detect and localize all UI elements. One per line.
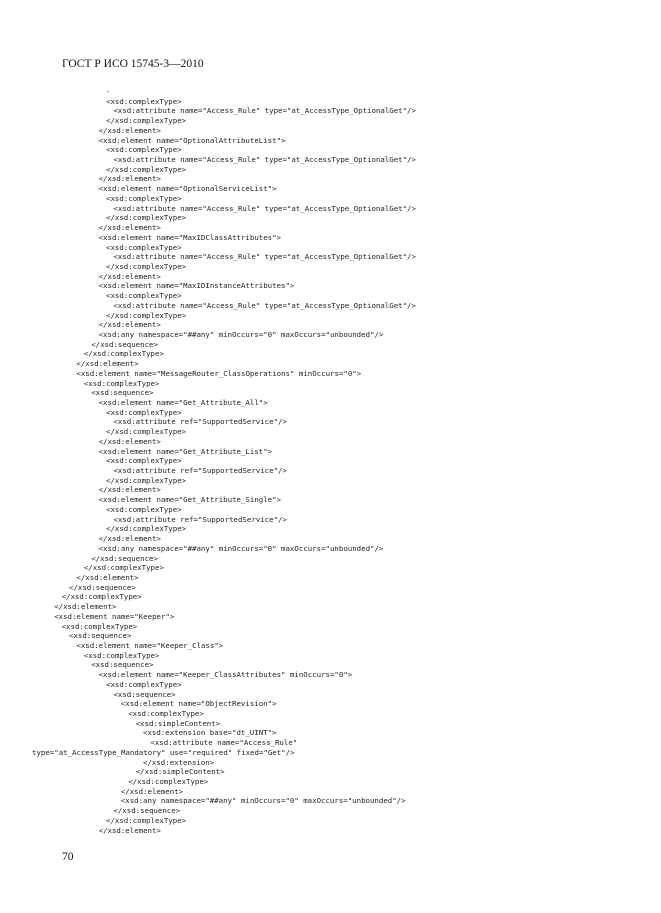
code-line: <xsd:element name="Keeper_ClassAttributes" minOccurs="0"> (98, 670, 353, 680)
code-line: <xsd:element name="MessageRouter_ClassOperations" minOccurs="0"> (76, 368, 362, 378)
code-line: <xsd:complexType> (106, 456, 182, 466)
code-line: </xsd:element> (98, 436, 161, 446)
code-line: <xsd:complexType> (83, 650, 160, 660)
code-line: <xsd:element name="Get_Attribute_Single"> (98, 495, 282, 505)
code-line: </xsd:sequence> (91, 339, 158, 349)
code-line: </xsd:sequence> (69, 582, 136, 592)
code-line: <xsd:attribute name="Access_Rule" type="at_AccessType_OptionalGet"/> (113, 106, 416, 116)
code-line: <xsd:attribute name="Access_Rule" type="at_AccessType_OptionalGet"/> (113, 252, 416, 262)
code-line: </xsd:element> (98, 825, 161, 835)
code-line: <xsd:attribute ref="SupportedService"/> (113, 514, 287, 524)
code-line: </xsd:element> (98, 485, 161, 495)
code-line: <xsd:any namespace="##any" minOccurs="0" maxOccurs="unbounded"/> (98, 329, 384, 339)
code-line: <xsd:element name="MaxIDClassAttributes"> (98, 232, 282, 242)
code-line: <xsd:element name="Get_Attribute_List"> (98, 446, 273, 456)
code-line: <xsd:complexType> (106, 679, 182, 689)
code-line: <xsd:complexType> (106, 96, 182, 106)
code-line: <xsd:element name="Get_Attribute_All"> (98, 398, 268, 407)
code-line: </xsd:complexType> (106, 427, 187, 437)
code-line: </xsd:complexType> (128, 777, 209, 787)
code-line: <xsd:attribute name="Access_Rule" (150, 738, 298, 748)
code-line: <xsd:complexType> (106, 407, 182, 417)
code-line: - (106, 87, 111, 96)
code-line: <xsd:complexType> (106, 242, 182, 252)
code-line: <xsd:element name="Keeper"> (54, 611, 175, 621)
code-line: </xsd:element> (120, 786, 184, 796)
code-line: </xsd:complexType> (106, 475, 187, 485)
code-line: <xsd:any namespace="##any" minOccurs="0" maxOccurs="unbounded"/> (120, 796, 406, 806)
code-line: <xsd:element name="Keeper_Class"> (76, 640, 224, 650)
code-line: </xsd:sequence> (113, 806, 181, 816)
code-line: </xsd:element> (98, 174, 161, 184)
code-line: <xsd:attribute ref="SupportedService"/> (113, 417, 287, 427)
code-line: <xsd:attribute name="Access_Rule" type="at_AccessType_OptionalGet"/> (113, 300, 416, 310)
code-line: </xsd:complexType> (106, 815, 187, 825)
code-line: </xsd:complexType> (106, 164, 187, 174)
code-line: </xsd:element> (54, 602, 117, 612)
code-line: <xsd:simpleContent> (135, 718, 221, 728)
code-line: <xsd:element name="ObjectRevision"> (120, 699, 277, 709)
code-line: </xsd:element> (76, 359, 139, 369)
code-line: </xsd:element> (98, 125, 161, 135)
code-line: </xsd:sequence> (91, 553, 158, 563)
code-line: <xsd:sequence> (113, 689, 176, 699)
code-line: </xsd:complexType> (106, 524, 187, 534)
code-line: </xsd:complexType> (106, 213, 187, 223)
code-line: </xsd:complexType> (83, 563, 164, 573)
code-line: <xsd:complexType> (106, 504, 182, 514)
xml-code-listing (32, 87, 642, 835)
code-line: <xsd:complexType> (106, 145, 182, 155)
code-line: </xsd:element> (98, 534, 161, 544)
code-line: <xsd:attribute name="Access_Rule" type="at_AccessType_OptionalGet"/> (113, 203, 416, 213)
code-line: <xsd:complexType> (106, 291, 182, 301)
document-header: ГОСТ Р ИСО 15745-3—2010 (62, 58, 204, 70)
code-line: </xsd:complexType> (83, 349, 164, 359)
code-line: </xsd:complexType> (106, 310, 187, 320)
code-line: <xsd:element name="OptionalServiceList"> (98, 184, 277, 194)
code-line: </xsd:complexType> (106, 116, 187, 126)
code-line: <xsd:any namespace="##any" minOccurs="0" maxOccurs="unbounded"/> (98, 543, 384, 553)
code-line: <xsd:complexType> (128, 709, 204, 718)
page-number: 70 (62, 851, 74, 863)
code-line: <xsd:attribute name="Access_Rule" type="at_AccessType_OptionalGet"/> (113, 155, 416, 165)
code-line: </xsd:element> (76, 572, 139, 582)
code-line: <xsd:element name="MaxIDInstanceAttributes"> (98, 281, 295, 291)
code-line: <xsd:element name="OptionalAttributeList"> (98, 135, 286, 145)
code-line: <xsd:sequence> (91, 660, 154, 670)
code-line: <xsd:complexType> (106, 193, 182, 203)
code-line: <xsd:attribute ref="SupportedService"/> (113, 466, 287, 476)
code-line: </xsd:element> (98, 271, 161, 281)
code-line: <xsd:extension base="dt_UINT"> (143, 728, 277, 738)
code-line: </xsd:complexType> (106, 261, 187, 271)
code-line: <xsd:complexType> (61, 621, 138, 631)
code-line: type="at_AccessType_Mandatory" use="required" fixed="Get"/> (32, 747, 295, 757)
code-line: <xsd:sequence> (91, 388, 154, 398)
code-line: </xsd:simpleContent> (135, 767, 225, 777)
code-line: <xsd:sequence> (69, 631, 132, 641)
code-line: </xsd:element> (98, 320, 161, 330)
code-line: </xsd:extension> (143, 757, 215, 767)
code-line: </xsd:complexType> (61, 592, 142, 602)
code-line: </xsd:element> (98, 223, 161, 233)
code-line: <xsd:complexType> (83, 378, 160, 388)
